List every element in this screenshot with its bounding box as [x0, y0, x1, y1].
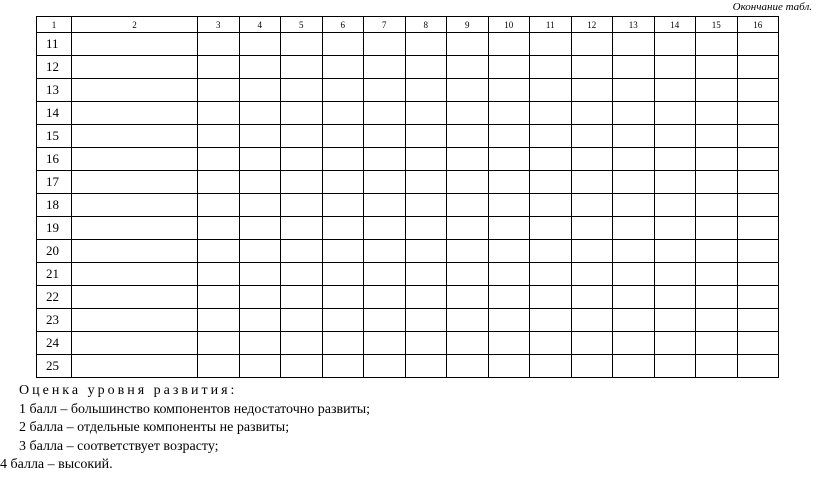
table-cell [198, 194, 240, 217]
table-cell [571, 286, 613, 309]
table-cell [447, 102, 489, 125]
table-cell [198, 240, 240, 263]
column-header-12: 12 [571, 17, 613, 33]
table-row [37, 286, 779, 309]
table-row [37, 148, 779, 171]
table-row [37, 56, 779, 79]
table-row [37, 217, 779, 240]
table-cell [488, 171, 530, 194]
table-cell [405, 355, 447, 378]
table-cell [613, 194, 655, 217]
table-header-row [37, 17, 779, 33]
table-cell [364, 171, 406, 194]
table-cell [571, 79, 613, 102]
table-cell [239, 332, 281, 355]
table-cell [364, 240, 406, 263]
table-cell [613, 102, 655, 125]
legend-item-3: 3 балла – соответствует возрасту; [19, 438, 219, 454]
row-number: 21 [37, 263, 72, 286]
table-cell [613, 33, 655, 56]
table-cell [447, 286, 489, 309]
table-cell [72, 125, 198, 148]
table-cell [322, 240, 364, 263]
table-cell [364, 309, 406, 332]
table-cell [72, 286, 198, 309]
table-cell [405, 240, 447, 263]
table-cell [72, 309, 198, 332]
table-cell [281, 286, 323, 309]
table-row [37, 79, 779, 102]
table-cell [696, 79, 738, 102]
table-cell [696, 194, 738, 217]
table-cell [364, 148, 406, 171]
table-cell [198, 79, 240, 102]
table-cell [405, 194, 447, 217]
assessment-legend [0, 382, 816, 475]
table-cell [488, 309, 530, 332]
table-cell [239, 240, 281, 263]
table-cell [364, 125, 406, 148]
table-cell [488, 79, 530, 102]
table-cell [571, 263, 613, 286]
table-cell [239, 194, 281, 217]
table-cell [737, 56, 779, 79]
table-cell [198, 125, 240, 148]
table-cell [239, 286, 281, 309]
table-cell [571, 332, 613, 355]
table-cell [530, 240, 572, 263]
table-cell [737, 33, 779, 56]
table-cell [72, 171, 198, 194]
row-number: 22 [37, 286, 72, 309]
column-header-9: 9 [447, 17, 489, 33]
table-cell [488, 355, 530, 378]
table-cell [447, 56, 489, 79]
table-cell [571, 217, 613, 240]
table-cell [696, 102, 738, 125]
table-cell [72, 240, 198, 263]
table-cell [198, 217, 240, 240]
table-cell [571, 355, 613, 378]
row-number: 23 [37, 309, 72, 332]
table-cell [364, 33, 406, 56]
table-cell [696, 125, 738, 148]
table-row [37, 33, 779, 56]
table-cell [737, 217, 779, 240]
row-number: 15 [37, 125, 72, 148]
table-cell [530, 102, 572, 125]
table-cell [322, 332, 364, 355]
table-cell [322, 286, 364, 309]
table-cell [364, 217, 406, 240]
table-cell [654, 240, 696, 263]
table-cell [72, 79, 198, 102]
table-cell [530, 171, 572, 194]
table-cell [488, 217, 530, 240]
table-cell [530, 125, 572, 148]
column-header-13: 13 [613, 17, 655, 33]
table-cell [654, 125, 696, 148]
table-cell [281, 240, 323, 263]
table-cell [696, 332, 738, 355]
table-cell [447, 332, 489, 355]
table-cell [696, 240, 738, 263]
table-cell [696, 171, 738, 194]
table-cell [322, 217, 364, 240]
table-cell [72, 217, 198, 240]
table-cell [322, 263, 364, 286]
table-cell [488, 332, 530, 355]
table-cell [239, 79, 281, 102]
table-cell [654, 102, 696, 125]
table-cell [281, 171, 323, 194]
column-header-4: 4 [239, 17, 281, 33]
table-cell [198, 263, 240, 286]
table-row [37, 309, 779, 332]
table-cell [696, 148, 738, 171]
table-cell [488, 125, 530, 148]
table-cell [364, 194, 406, 217]
table-cell [530, 332, 572, 355]
table-cell [322, 33, 364, 56]
table-cell [737, 240, 779, 263]
row-number: 17 [37, 171, 72, 194]
table-cell [488, 194, 530, 217]
table-cell [281, 309, 323, 332]
table-cell [696, 217, 738, 240]
table-cell [737, 309, 779, 332]
table-cell [613, 79, 655, 102]
row-number: 16 [37, 148, 72, 171]
table-cell [281, 148, 323, 171]
table-cell [488, 263, 530, 286]
table-cell [72, 263, 198, 286]
table-cell [322, 148, 364, 171]
table-cell [72, 355, 198, 378]
table-cell [571, 171, 613, 194]
table-cell [322, 56, 364, 79]
table-cell [654, 263, 696, 286]
column-header-6: 6 [322, 17, 364, 33]
table-cell [239, 263, 281, 286]
table-cell [737, 79, 779, 102]
table-cell [281, 217, 323, 240]
table-cell [488, 148, 530, 171]
table-cell [571, 102, 613, 125]
column-header-5: 5 [281, 17, 323, 33]
table-cell [737, 125, 779, 148]
table-cell [405, 33, 447, 56]
table-cell [405, 148, 447, 171]
table-cell [281, 332, 323, 355]
table-cell [530, 33, 572, 56]
table-row [37, 263, 779, 286]
table-cell [488, 286, 530, 309]
table-cell [364, 79, 406, 102]
assessment-table [36, 16, 779, 378]
table-cell [654, 194, 696, 217]
table-cell [198, 286, 240, 309]
table-cell [654, 332, 696, 355]
table-cell [239, 125, 281, 148]
table-cell [654, 148, 696, 171]
table-cell [239, 148, 281, 171]
table-cell [405, 286, 447, 309]
table-cell [198, 102, 240, 125]
table-cell [530, 194, 572, 217]
table-cell [447, 148, 489, 171]
table-cell [571, 148, 613, 171]
column-header-15: 15 [696, 17, 738, 33]
table-cell [281, 79, 323, 102]
table-cell [281, 355, 323, 378]
table-row [37, 355, 779, 378]
table-cell [239, 56, 281, 79]
table-cell [364, 102, 406, 125]
table-continuation-caption: Окончание табл. [732, 1, 812, 13]
row-number: 18 [37, 194, 72, 217]
table-cell [447, 171, 489, 194]
table-cell [447, 309, 489, 332]
column-header-16: 16 [737, 17, 779, 33]
table-cell [72, 102, 198, 125]
table-cell [364, 332, 406, 355]
row-number: 12 [37, 56, 72, 79]
table-cell [613, 309, 655, 332]
table-cell [613, 355, 655, 378]
table-cell [281, 194, 323, 217]
table-cell [405, 79, 447, 102]
table-cell [488, 102, 530, 125]
table-cell [571, 194, 613, 217]
table-cell [654, 33, 696, 56]
table-cell [405, 171, 447, 194]
table-cell [72, 33, 198, 56]
table-cell [488, 240, 530, 263]
table-cell [239, 33, 281, 56]
table-cell [530, 263, 572, 286]
row-number: 19 [37, 217, 72, 240]
table-cell [571, 125, 613, 148]
table-cell [696, 286, 738, 309]
table-cell [613, 56, 655, 79]
table-cell [447, 217, 489, 240]
table-cell [239, 102, 281, 125]
column-header-2: 2 [72, 17, 198, 33]
table-cell [72, 332, 198, 355]
table-cell [447, 355, 489, 378]
table-cell [281, 102, 323, 125]
table-cell [447, 240, 489, 263]
table-cell [530, 56, 572, 79]
table-cell [405, 217, 447, 240]
column-header-8: 8 [405, 17, 447, 33]
table-cell [364, 56, 406, 79]
table-cell [322, 79, 364, 102]
table-cell [364, 286, 406, 309]
row-number: 14 [37, 102, 72, 125]
table-cell [530, 148, 572, 171]
legend-item-2: 2 балла – отдельные компоненты не развиты; [19, 420, 290, 435]
legend-item-4: 4 балла – высокий. [0, 457, 113, 472]
legend-title: Оценка уровня развития: [19, 383, 238, 398]
table-cell [281, 125, 323, 148]
table-cell [737, 286, 779, 309]
table-cell [613, 148, 655, 171]
table-cell [613, 286, 655, 309]
table-cell [405, 56, 447, 79]
table-cell [571, 309, 613, 332]
table-cell [239, 217, 281, 240]
table-cell [613, 263, 655, 286]
table-cell [364, 263, 406, 286]
table-row [37, 125, 779, 148]
table-cell [405, 309, 447, 332]
table-cell [737, 194, 779, 217]
legend-item-1: 1 балл – большинство компонентов недостаточно развиты; [19, 401, 370, 417]
table-cell [737, 355, 779, 378]
table-cell [613, 171, 655, 194]
table-cell [281, 56, 323, 79]
table-cell [654, 355, 696, 378]
table-cell [530, 79, 572, 102]
table-cell [696, 33, 738, 56]
table-cell [530, 217, 572, 240]
row-number: 20 [37, 240, 72, 263]
table-row [37, 194, 779, 217]
column-header-10: 10 [488, 17, 530, 33]
table-cell [405, 332, 447, 355]
row-number: 13 [37, 79, 72, 102]
table-cell [737, 171, 779, 194]
table-cell [72, 148, 198, 171]
table-cell [654, 171, 696, 194]
table-row [37, 332, 779, 355]
table-cell [488, 56, 530, 79]
table-cell [488, 33, 530, 56]
table-row [37, 102, 779, 125]
table-cell [198, 171, 240, 194]
table-cell [530, 355, 572, 378]
table-cell [571, 33, 613, 56]
table-cell [198, 33, 240, 56]
column-header-7: 7 [364, 17, 406, 33]
table-cell [239, 355, 281, 378]
table-cell [322, 309, 364, 332]
table-cell [613, 217, 655, 240]
table-cell [696, 355, 738, 378]
table-cell [198, 56, 240, 79]
table-cell [72, 56, 198, 79]
table-cell [737, 102, 779, 125]
table-cell [239, 309, 281, 332]
table-cell [613, 125, 655, 148]
column-header-1: 1 [37, 17, 72, 33]
row-number: 25 [37, 355, 72, 378]
table-cell [198, 148, 240, 171]
table-row [37, 171, 779, 194]
table-cell [281, 33, 323, 56]
table-cell [613, 332, 655, 355]
table-body [37, 33, 779, 378]
row-number: 11 [37, 33, 72, 56]
table-cell [239, 171, 281, 194]
table-cell [281, 263, 323, 286]
table-cell [405, 102, 447, 125]
table-cell [696, 56, 738, 79]
table-cell [405, 125, 447, 148]
table-cell [654, 217, 696, 240]
table-cell [198, 309, 240, 332]
table-cell [654, 79, 696, 102]
table-cell [530, 286, 572, 309]
table-cell [737, 332, 779, 355]
table-cell [198, 332, 240, 355]
table-cell [364, 355, 406, 378]
column-header-14: 14 [654, 17, 696, 33]
table-cell [322, 125, 364, 148]
table-cell [737, 263, 779, 286]
table-cell [530, 309, 572, 332]
table-cell [571, 56, 613, 79]
table-cell [737, 148, 779, 171]
table-cell [447, 194, 489, 217]
table-cell [447, 125, 489, 148]
table-cell [447, 79, 489, 102]
table-cell [654, 309, 696, 332]
table-cell [198, 355, 240, 378]
table-cell [571, 240, 613, 263]
table-cell [72, 194, 198, 217]
table-cell [405, 263, 447, 286]
table-cell [322, 194, 364, 217]
column-header-11: 11 [530, 17, 572, 33]
table-cell [654, 56, 696, 79]
table-cell [322, 355, 364, 378]
table-cell [654, 286, 696, 309]
table-cell [696, 263, 738, 286]
column-header-3: 3 [198, 17, 240, 33]
row-number: 24 [37, 332, 72, 355]
table-cell [613, 240, 655, 263]
table-cell [447, 33, 489, 56]
table-cell [322, 102, 364, 125]
table-cell [696, 309, 738, 332]
table-cell [322, 171, 364, 194]
table-row [37, 240, 779, 263]
table-cell [447, 263, 489, 286]
